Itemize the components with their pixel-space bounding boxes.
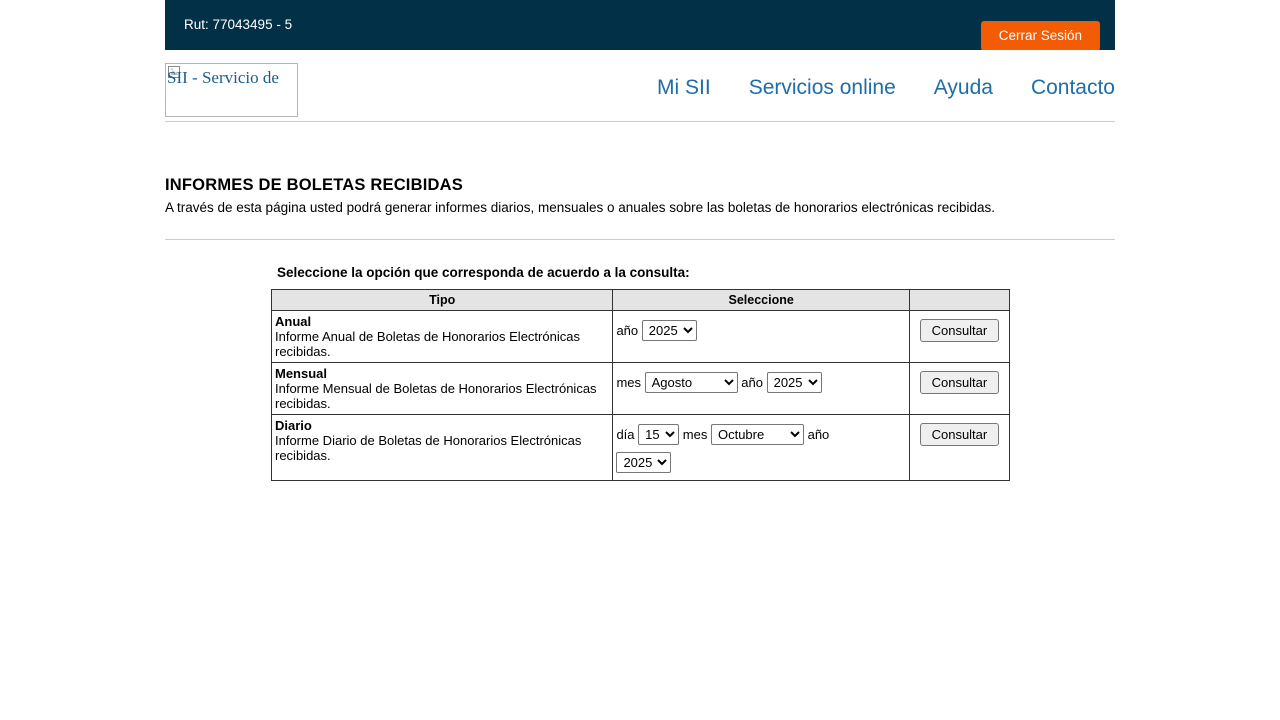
report-options-table <box>271 289 1010 481</box>
tipo-desc-mensual: Informe Mensual de Boletas de Honorarios Electrónicas recibidas. <box>275 381 597 411</box>
cell-action-anual <box>909 311 1009 363</box>
select-anio-mensual[interactable] <box>767 372 822 393</box>
nav-item-ayuda[interactable]: Ayuda <box>933 76 993 99</box>
consultar-button-anual[interactable]: Consultar <box>920 319 1000 342</box>
column-header-action <box>909 290 1009 311</box>
cell-seleccione-mensual <box>613 363 909 415</box>
page-title: INFORMES DE BOLETAS RECIBIDAS <box>165 176 463 194</box>
label-anio-diario: año <box>807 427 830 442</box>
select-mes-mensual[interactable] <box>645 372 738 393</box>
sii-logo-alt-text: SII - Servicio de <box>167 68 279 87</box>
table-row <box>272 311 1010 363</box>
tipo-name-diario: Diario <box>275 418 312 433</box>
select-mes-diario[interactable] <box>711 424 804 445</box>
label-mes-mensual: mes <box>616 375 642 390</box>
page-heading-block <box>165 176 1115 215</box>
tipo-desc-anual: Informe Anual de Boletas de Honorarios Electrónicas recibidas. <box>275 329 580 359</box>
nav-item-servicios-online[interactable]: Servicios online <box>748 76 896 99</box>
table-row <box>272 415 1010 481</box>
label-dia-diario: día <box>616 427 635 442</box>
instruction-label: Seleccione la opción que corresponda de acuerdo a la consulta: <box>277 265 690 280</box>
main-nav <box>657 76 1115 100</box>
page-description: A través de esta página usted podrá generar informes diarios, mensuales o anuales sobre las boletas de honorarios electrónicas recibidas. <box>165 200 995 215</box>
consultar-button-diario[interactable]: Consultar <box>920 423 1000 446</box>
column-header-tipo: Tipo <box>272 290 613 311</box>
tipo-name-anual: Anual <box>275 314 312 329</box>
nav-item-mi-sii[interactable]: Mi SII <box>657 76 711 99</box>
cell-tipo-anual <box>272 311 613 363</box>
horizontal-divider <box>165 239 1115 240</box>
label-anio-mensual: año <box>741 375 763 390</box>
table-row <box>272 363 1010 415</box>
report-selection-area <box>271 265 1011 481</box>
select-dia-diario[interactable] <box>638 424 679 445</box>
select-anio-anual[interactable] <box>642 320 697 341</box>
tipo-name-mensual: Mensual <box>275 366 328 381</box>
label-mes-diario: mes <box>682 427 708 442</box>
nav-item-contacto[interactable]: Contacto <box>1030 76 1115 99</box>
top-bar <box>165 0 1115 50</box>
column-header-seleccione: Seleccione <box>613 290 909 311</box>
rut-label: Rut: 77043495 - 5 <box>184 17 293 32</box>
table-header-row <box>272 290 1010 311</box>
tipo-desc-diario: Informe Diario de Boletas de Honorarios Electrónicas recibidas. <box>275 433 582 463</box>
sii-logo[interactable] <box>165 63 298 117</box>
cell-seleccione-anual <box>613 311 909 363</box>
consultar-button-mensual[interactable]: Consultar <box>920 371 1000 394</box>
cell-action-diario <box>909 415 1009 481</box>
cell-action-mensual <box>909 363 1009 415</box>
cell-tipo-mensual <box>272 363 613 415</box>
label-anio-anual: año <box>616 323 639 338</box>
select-anio-diario[interactable] <box>616 452 671 473</box>
site-header <box>165 50 1115 122</box>
page-content-wrapper <box>165 0 1115 122</box>
cell-tipo-diario <box>272 415 613 481</box>
logout-button[interactable]: Cerrar Sesión <box>981 21 1100 51</box>
cell-seleccione-diario <box>613 415 909 481</box>
